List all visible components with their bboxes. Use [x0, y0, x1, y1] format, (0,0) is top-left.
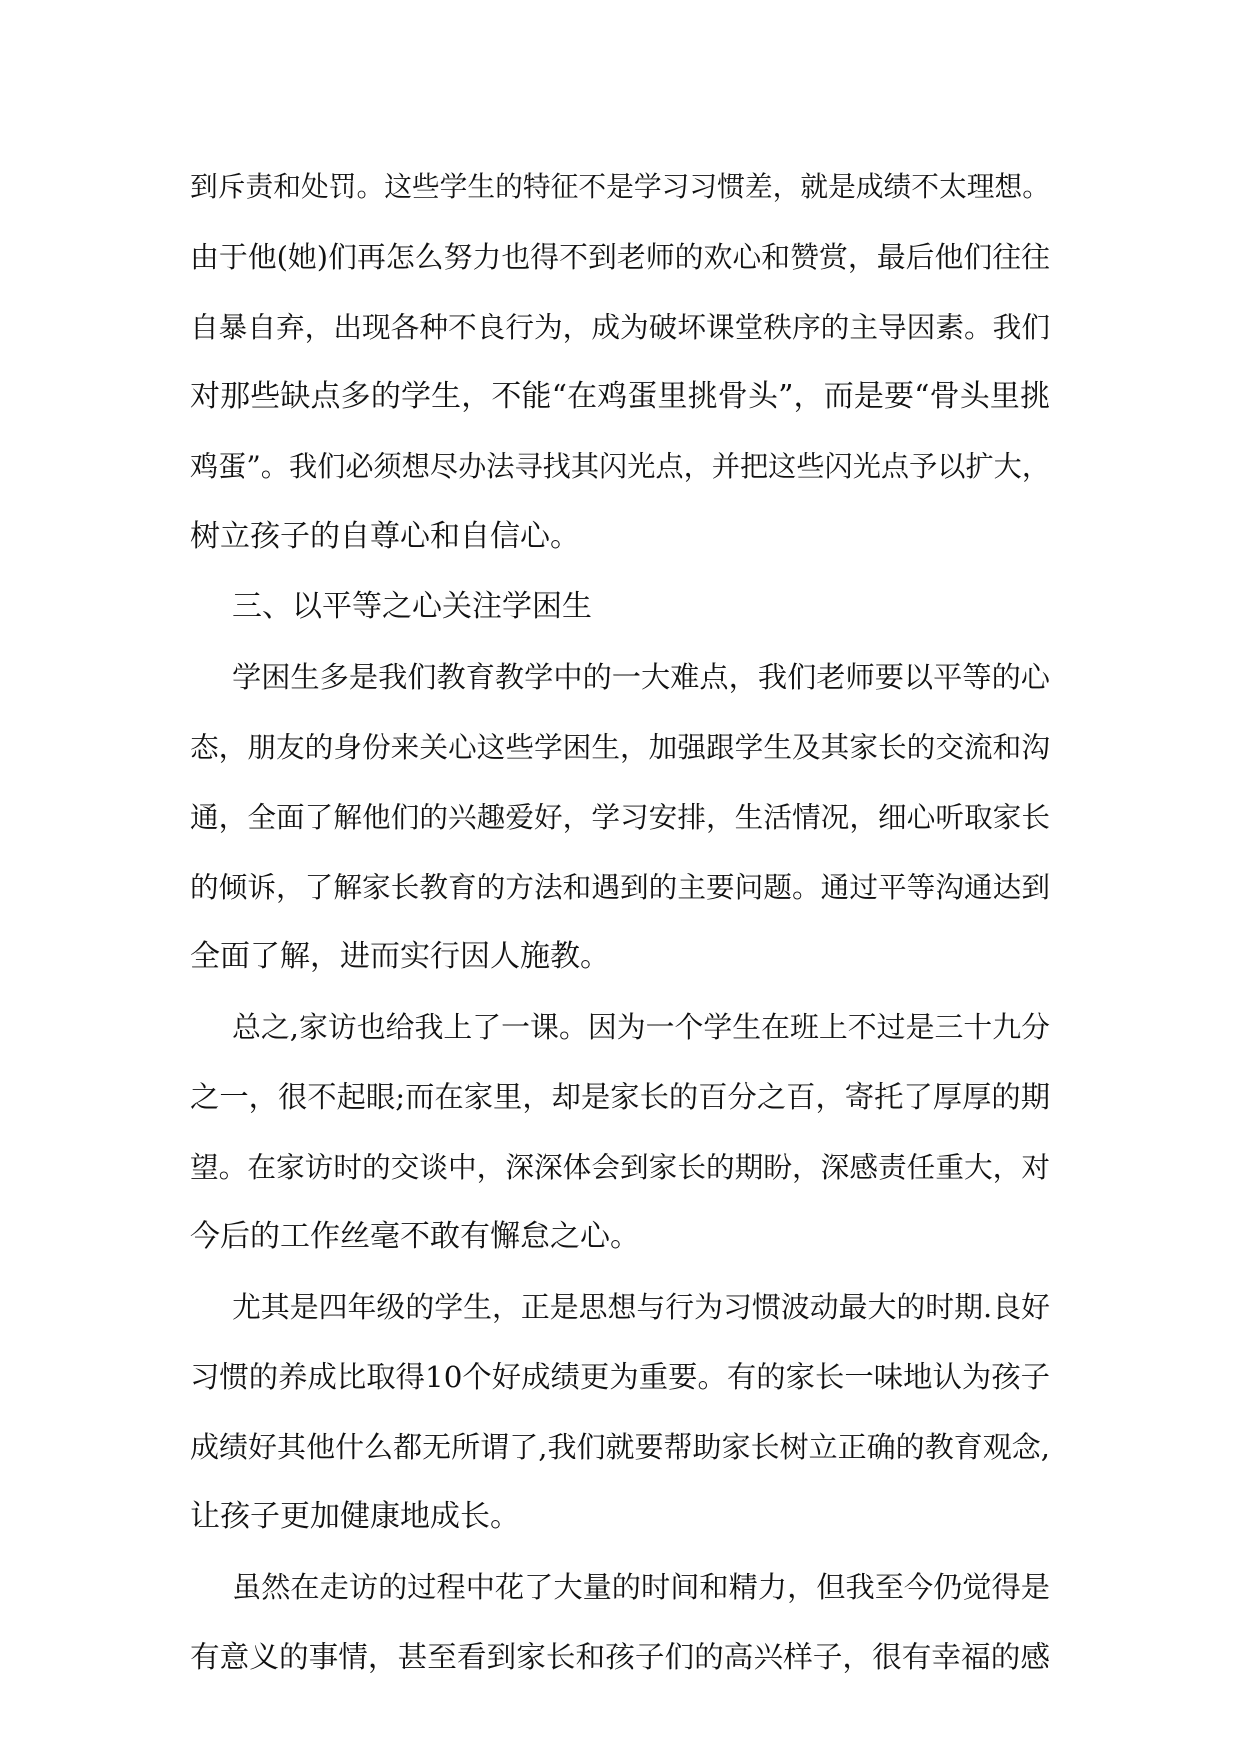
text-line: 习惯的养成比取得10个好成绩更为重要。有的家长一味地认为孩子	[190, 1360, 1050, 1394]
document-body	[190, 152, 1050, 1692]
text-line: 的倾诉，了解家长教育的方法和遇到的主要问题。通过平等沟通达到	[190, 870, 1050, 904]
text-line: 鸡蛋”。我们必须想尽办法寻找其闪光点，并把这些闪光点予以扩大，	[190, 450, 1050, 483]
text-line: 由于他(她)们再怎么努力也得不到老师的欢心和赞赏，最后他们往往	[190, 240, 1050, 274]
text-line: 虽然在走访的过程中花了大量的时间和精力，但我至今仍觉得是	[232, 1570, 1050, 1604]
text-line: 通，全面了解他们的兴趣爱好，学习安排，生活情况，细心听取家长	[190, 800, 1050, 834]
text-line: 有意义的事情，甚至看到家长和孩子们的高兴样子，很有幸福的感	[190, 1639, 1050, 1674]
text-line: 三、以平等之心关注学困生	[232, 589, 592, 624]
text-line: 让孩子更加健康地成长。	[190, 1499, 520, 1534]
text-line: 今后的工作丝毫不敢有懈怠之心。	[190, 1219, 640, 1254]
text-line: 自暴自弃，出现各种不良行为，成为破坏课堂秩序的主导因素。我们	[190, 310, 1050, 344]
text-line: 态，朋友的身份来关心这些学困生，加强跟学生及其家长的交流和沟	[190, 730, 1050, 764]
text-line: 树立孩子的自尊心和自信心。	[190, 519, 580, 554]
text-line: 望。在家访时的交谈中，深深体会到家长的期盼，深感责任重大，对	[190, 1150, 1050, 1184]
text-line: 学困生多是我们教育教学中的一大难点，我们老师要以平等的心	[232, 660, 1050, 694]
text-line: 之一，很不起眼;而在家里，却是家长的百分之百，寄托了厚厚的期	[190, 1080, 1050, 1114]
text-line: 到斥责和处罚。这些学生的特征不是学习习惯差，就是成绩不太理想。	[190, 170, 1050, 203]
text-line: 成绩好其他什么都无所谓了,我们就要帮助家长树立正确的教育观念,	[190, 1430, 1050, 1464]
text-line: 全面了解，进而实行因人施教。	[190, 939, 610, 974]
text-line: 尤其是四年级的学生，正是思想与行为习惯波动最大的时期.良好	[232, 1290, 1050, 1324]
text-line: 对那些缺点多的学生，不能“在鸡蛋里挑骨头”，而是要“骨头里挑	[190, 379, 1050, 414]
text-line: 总之,家访也给我上了一课。因为一个学生在班上不过是三十九分	[232, 1010, 1050, 1044]
